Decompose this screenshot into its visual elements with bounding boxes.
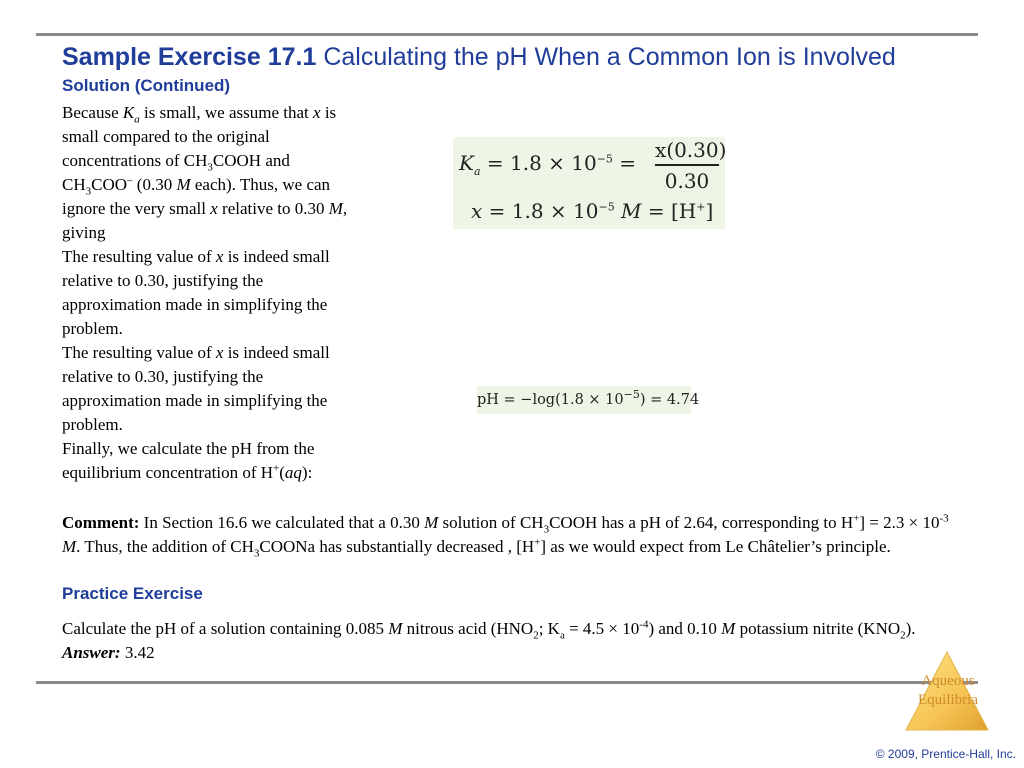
comment-label: Comment: xyxy=(62,513,140,532)
practice-question: Calculate the pH of a solution containing 0.085 M nitrous acid ($HNO_2$; $K_a = 4.5 \times 10^{-4}$) and 0.10 M potassium nitrite $(KNO_2)$. xyxy=(62,618,916,642)
fraction-bar xyxy=(655,164,719,166)
practice-answer: Answer: 3.42 xyxy=(62,643,155,662)
solution-text-column xyxy=(62,101,362,485)
solution-paragraph-2: The resulting value of x is indeed small relative to 0.30, justifying the approximation made in simplifying the problem. xyxy=(62,247,330,338)
practice-block xyxy=(62,617,962,665)
solution-paragraph-1: Because $K_a$ is small, we assume that x is small compared to the original concentrations of $CH_3COOH$ and $CH_3COO^-$ (0.30 M each). Thus, we can ignore the very small x relative to 0.30 M, giving xyxy=(62,103,348,242)
page-title xyxy=(62,41,896,73)
x-equation: $x = 1.8 \times 10^{-5}$ M = [H+] xyxy=(471,199,714,223)
solution-subtitle: Solution (Continued) xyxy=(62,76,231,95)
title-exercise-number: Sample Exercise 17.1 xyxy=(62,43,317,71)
fraction-denominator: 0.30 xyxy=(664,168,710,193)
title-topic: Calculating the pH When a Common Ion is Involved xyxy=(323,43,896,71)
solution-paragraph-4: Finally, we calculate the pH from the equilibrium concentration of H+(aq): xyxy=(62,439,315,482)
ka-equation: $K_a = 1.8 \times 10^{-5}$ = xyxy=(459,151,637,178)
solution-paragraph-3: The resulting value of x is indeed small relative to 0.30, justifying the approximation made in simplifying the problem. xyxy=(62,343,330,434)
fraction-numerator: x(0.30) xyxy=(655,138,727,162)
copyright-footer: © 2009, Prentice-Hall, Inc. xyxy=(875,747,1016,761)
comment-block: Comment: In Section 16.6 we calculated that a 0.30 M solution of $CH_3COOH$ has a pH of 2.64, corresponding to $H^+] = 2.3 \times 10^{-3}$ M. Thus, the addition of $CH_3COONa$ has substantially decreased , [H+] as we would expect from Le Châtelier’s principle. xyxy=(62,512,949,560)
practice-heading: Practice Exercise xyxy=(62,584,203,603)
ph-equation: pH = $-\log(1.8 \times 10^{-5}) = 4.74$ xyxy=(477,386,691,414)
equilibrium-equation-box xyxy=(453,137,725,229)
chapter-badge-label: Aqueous Equilibria xyxy=(918,673,978,708)
top-divider xyxy=(36,33,978,36)
ka-fraction xyxy=(655,137,727,194)
bottom-divider xyxy=(36,681,978,684)
